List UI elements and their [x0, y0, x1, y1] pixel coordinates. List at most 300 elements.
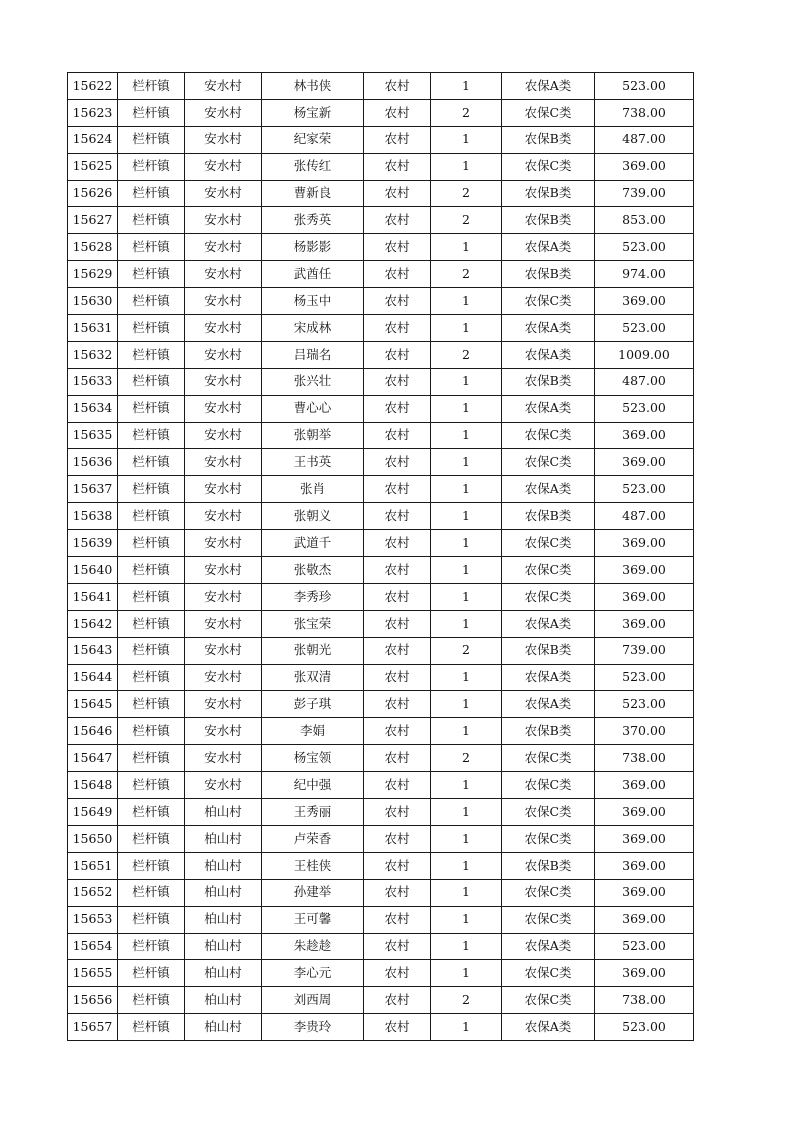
name-cell: 李贵玲 — [262, 1014, 364, 1041]
table-row — [68, 341, 694, 368]
person-count-cell: 1 — [431, 610, 502, 637]
person-count-cell: 1 — [431, 960, 502, 987]
amount-cell: 369.00 — [595, 422, 694, 449]
village-cell: 安水村 — [185, 99, 262, 126]
name-cell: 张兴壮 — [262, 368, 364, 395]
name-cell: 孙建举 — [262, 879, 364, 906]
name-cell: 张敬杰 — [262, 557, 364, 584]
village-cell: 柏山村 — [185, 879, 262, 906]
table-row — [68, 99, 694, 126]
village-cell: 安水村 — [185, 664, 262, 691]
serial-cell: 15655 — [68, 960, 118, 987]
person-count-cell: 1 — [431, 718, 502, 745]
category-cell: 农保C类 — [502, 745, 595, 772]
household-type-cell: 农村 — [364, 288, 431, 315]
serial-cell: 15640 — [68, 557, 118, 584]
name-cell: 刘西周 — [262, 987, 364, 1014]
town-cell: 栏杆镇 — [118, 422, 185, 449]
person-count-cell: 1 — [431, 583, 502, 610]
village-cell: 安水村 — [185, 180, 262, 207]
table-row — [68, 637, 694, 664]
household-type-cell: 农村 — [364, 368, 431, 395]
serial-cell: 15653 — [68, 906, 118, 933]
amount-cell: 1009.00 — [595, 341, 694, 368]
name-cell: 王桂侠 — [262, 852, 364, 879]
table-row — [68, 368, 694, 395]
person-count-cell: 1 — [431, 368, 502, 395]
household-type-cell: 农村 — [364, 395, 431, 422]
person-count-cell: 1 — [431, 422, 502, 449]
category-cell: 农保C类 — [502, 960, 595, 987]
person-count-cell: 1 — [431, 503, 502, 530]
village-cell: 安水村 — [185, 261, 262, 288]
town-cell: 栏杆镇 — [118, 933, 185, 960]
serial-cell: 15633 — [68, 368, 118, 395]
name-cell: 王可馨 — [262, 906, 364, 933]
serial-cell: 15642 — [68, 610, 118, 637]
household-type-cell: 农村 — [364, 341, 431, 368]
person-count-cell: 1 — [431, 449, 502, 476]
category-cell: 农保B类 — [502, 368, 595, 395]
name-cell: 张肖 — [262, 476, 364, 503]
household-type-cell: 农村 — [364, 180, 431, 207]
serial-cell: 15651 — [68, 852, 118, 879]
category-cell: 农保C类 — [502, 772, 595, 799]
name-cell: 林书侠 — [262, 73, 364, 100]
amount-cell: 369.00 — [595, 530, 694, 557]
amount-cell: 370.00 — [595, 718, 694, 745]
amount-cell: 523.00 — [595, 315, 694, 342]
name-cell: 吕瑞名 — [262, 341, 364, 368]
amount-cell: 523.00 — [595, 73, 694, 100]
amount-cell: 739.00 — [595, 180, 694, 207]
town-cell: 栏杆镇 — [118, 987, 185, 1014]
serial-cell: 15643 — [68, 637, 118, 664]
serial-cell: 15652 — [68, 879, 118, 906]
household-type-cell: 农村 — [364, 852, 431, 879]
town-cell: 栏杆镇 — [118, 180, 185, 207]
village-cell: 安水村 — [185, 557, 262, 584]
table-row — [68, 610, 694, 637]
amount-cell: 369.00 — [595, 153, 694, 180]
category-cell: 农保B类 — [502, 180, 595, 207]
town-cell: 栏杆镇 — [118, 799, 185, 826]
amount-cell: 738.00 — [595, 99, 694, 126]
person-count-cell: 1 — [431, 73, 502, 100]
name-cell: 王书英 — [262, 449, 364, 476]
category-cell: 农保C类 — [502, 99, 595, 126]
table-row — [68, 261, 694, 288]
village-cell: 安水村 — [185, 368, 262, 395]
village-cell: 柏山村 — [185, 1014, 262, 1041]
name-cell: 张双清 — [262, 664, 364, 691]
amount-cell: 369.00 — [595, 879, 694, 906]
serial-cell: 15625 — [68, 153, 118, 180]
name-cell: 张朝义 — [262, 503, 364, 530]
name-cell: 杨宝领 — [262, 745, 364, 772]
amount-cell: 523.00 — [595, 395, 694, 422]
village-cell: 安水村 — [185, 476, 262, 503]
category-cell: 农保C类 — [502, 530, 595, 557]
category-cell: 农保A类 — [502, 341, 595, 368]
serial-cell: 15644 — [68, 664, 118, 691]
category-cell: 农保C类 — [502, 906, 595, 933]
serial-cell: 15634 — [68, 395, 118, 422]
town-cell: 栏杆镇 — [118, 664, 185, 691]
village-cell: 安水村 — [185, 503, 262, 530]
category-cell: 农保A类 — [502, 73, 595, 100]
serial-cell: 15626 — [68, 180, 118, 207]
person-count-cell: 2 — [431, 99, 502, 126]
category-cell: 农保C类 — [502, 583, 595, 610]
amount-cell: 487.00 — [595, 126, 694, 153]
table-row — [68, 449, 694, 476]
town-cell: 栏杆镇 — [118, 368, 185, 395]
town-cell: 栏杆镇 — [118, 395, 185, 422]
person-count-cell: 1 — [431, 153, 502, 180]
table-row — [68, 879, 694, 906]
table-row — [68, 799, 694, 826]
category-cell: 农保A类 — [502, 933, 595, 960]
name-cell: 武酋任 — [262, 261, 364, 288]
category-cell: 农保B类 — [502, 852, 595, 879]
name-cell: 曹新良 — [262, 180, 364, 207]
town-cell: 栏杆镇 — [118, 772, 185, 799]
table-row — [68, 126, 694, 153]
name-cell: 张传红 — [262, 153, 364, 180]
table-row — [68, 73, 694, 100]
household-type-cell: 农村 — [364, 718, 431, 745]
household-type-cell: 农村 — [364, 879, 431, 906]
amount-cell: 369.00 — [595, 772, 694, 799]
serial-cell: 15622 — [68, 73, 118, 100]
category-cell: 农保A类 — [502, 610, 595, 637]
town-cell: 栏杆镇 — [118, 960, 185, 987]
category-cell: 农保A类 — [502, 315, 595, 342]
village-cell: 柏山村 — [185, 852, 262, 879]
village-cell: 安水村 — [185, 341, 262, 368]
household-type-cell: 农村 — [364, 73, 431, 100]
table-row — [68, 422, 694, 449]
amount-cell: 523.00 — [595, 1014, 694, 1041]
amount-cell: 369.00 — [595, 288, 694, 315]
table-row — [68, 745, 694, 772]
village-cell: 安水村 — [185, 73, 262, 100]
household-type-cell: 农村 — [364, 799, 431, 826]
household-type-cell: 农村 — [364, 449, 431, 476]
category-cell: 农保C类 — [502, 879, 595, 906]
village-cell: 安水村 — [185, 234, 262, 261]
person-count-cell: 1 — [431, 315, 502, 342]
person-count-cell: 1 — [431, 799, 502, 826]
household-type-cell: 农村 — [364, 207, 431, 234]
serial-cell: 15656 — [68, 987, 118, 1014]
household-type-cell: 农村 — [364, 503, 431, 530]
town-cell: 栏杆镇 — [118, 288, 185, 315]
amount-cell: 974.00 — [595, 261, 694, 288]
table-row — [68, 503, 694, 530]
village-cell: 安水村 — [185, 153, 262, 180]
household-type-cell: 农村 — [364, 610, 431, 637]
amount-cell: 369.00 — [595, 906, 694, 933]
serial-cell: 15654 — [68, 933, 118, 960]
table-row — [68, 234, 694, 261]
household-type-cell: 农村 — [364, 933, 431, 960]
category-cell: 农保B类 — [502, 126, 595, 153]
serial-cell: 15638 — [68, 503, 118, 530]
serial-cell: 15648 — [68, 772, 118, 799]
serial-cell: 15631 — [68, 315, 118, 342]
village-cell: 安水村 — [185, 583, 262, 610]
serial-cell: 15636 — [68, 449, 118, 476]
household-type-cell: 农村 — [364, 530, 431, 557]
category-cell: 农保B类 — [502, 207, 595, 234]
serial-cell: 15647 — [68, 745, 118, 772]
village-cell: 柏山村 — [185, 906, 262, 933]
town-cell: 栏杆镇 — [118, 503, 185, 530]
category-cell: 农保B类 — [502, 261, 595, 288]
town-cell: 栏杆镇 — [118, 583, 185, 610]
household-type-cell: 农村 — [364, 422, 431, 449]
household-type-cell: 农村 — [364, 476, 431, 503]
category-cell: 农保B类 — [502, 503, 595, 530]
serial-cell: 15630 — [68, 288, 118, 315]
amount-cell: 523.00 — [595, 664, 694, 691]
amount-cell: 369.00 — [595, 583, 694, 610]
village-cell: 安水村 — [185, 449, 262, 476]
person-count-cell: 2 — [431, 745, 502, 772]
name-cell: 宋成林 — [262, 315, 364, 342]
category-cell: 农保A类 — [502, 395, 595, 422]
table-row — [68, 772, 694, 799]
category-cell: 农保C类 — [502, 288, 595, 315]
category-cell: 农保C类 — [502, 153, 595, 180]
town-cell: 栏杆镇 — [118, 73, 185, 100]
village-cell: 安水村 — [185, 126, 262, 153]
village-cell: 安水村 — [185, 395, 262, 422]
household-type-cell: 农村 — [364, 99, 431, 126]
village-cell: 安水村 — [185, 315, 262, 342]
town-cell: 栏杆镇 — [118, 879, 185, 906]
table-body — [68, 73, 694, 1041]
amount-cell: 523.00 — [595, 933, 694, 960]
category-cell: 农保A类 — [502, 1014, 595, 1041]
table-row — [68, 1014, 694, 1041]
person-count-cell: 1 — [431, 1014, 502, 1041]
name-cell: 张朝光 — [262, 637, 364, 664]
household-type-cell: 农村 — [364, 153, 431, 180]
town-cell: 栏杆镇 — [118, 207, 185, 234]
table-row — [68, 315, 694, 342]
amount-cell: 523.00 — [595, 234, 694, 261]
village-cell: 安水村 — [185, 288, 262, 315]
category-cell: 农保C类 — [502, 557, 595, 584]
serial-cell: 15650 — [68, 825, 118, 852]
table-row — [68, 825, 694, 852]
name-cell: 武道千 — [262, 530, 364, 557]
amount-cell: 369.00 — [595, 557, 694, 584]
amount-cell: 369.00 — [595, 960, 694, 987]
name-cell: 王秀丽 — [262, 799, 364, 826]
person-count-cell: 1 — [431, 691, 502, 718]
village-cell: 安水村 — [185, 422, 262, 449]
person-count-cell: 1 — [431, 288, 502, 315]
person-count-cell: 1 — [431, 476, 502, 503]
village-cell: 柏山村 — [185, 825, 262, 852]
village-cell: 柏山村 — [185, 987, 262, 1014]
category-cell: 农保A类 — [502, 664, 595, 691]
table-row — [68, 664, 694, 691]
table-row — [68, 987, 694, 1014]
table-row — [68, 476, 694, 503]
serial-cell: 15637 — [68, 476, 118, 503]
category-cell: 农保C类 — [502, 825, 595, 852]
town-cell: 栏杆镇 — [118, 153, 185, 180]
serial-cell: 15657 — [68, 1014, 118, 1041]
town-cell: 栏杆镇 — [118, 99, 185, 126]
town-cell: 栏杆镇 — [118, 449, 185, 476]
person-count-cell: 1 — [431, 530, 502, 557]
town-cell: 栏杆镇 — [118, 341, 185, 368]
household-type-cell: 农村 — [364, 745, 431, 772]
amount-cell: 369.00 — [595, 852, 694, 879]
household-type-cell: 农村 — [364, 261, 431, 288]
village-cell: 安水村 — [185, 610, 262, 637]
household-type-cell: 农村 — [364, 1014, 431, 1041]
village-cell: 安水村 — [185, 530, 262, 557]
town-cell: 栏杆镇 — [118, 637, 185, 664]
household-type-cell: 农村 — [364, 906, 431, 933]
table-row — [68, 180, 694, 207]
person-count-cell: 2 — [431, 987, 502, 1014]
household-type-cell: 农村 — [364, 234, 431, 261]
amount-cell: 853.00 — [595, 207, 694, 234]
name-cell: 李秀珍 — [262, 583, 364, 610]
serial-cell: 15635 — [68, 422, 118, 449]
town-cell: 栏杆镇 — [118, 126, 185, 153]
household-type-cell: 农村 — [364, 987, 431, 1014]
table-row — [68, 395, 694, 422]
town-cell: 栏杆镇 — [118, 852, 185, 879]
table-row — [68, 906, 694, 933]
name-cell: 曹心心 — [262, 395, 364, 422]
amount-cell: 487.00 — [595, 368, 694, 395]
category-cell: 农保C类 — [502, 422, 595, 449]
village-cell: 安水村 — [185, 745, 262, 772]
household-type-cell: 农村 — [364, 557, 431, 584]
serial-cell: 15629 — [68, 261, 118, 288]
name-cell: 杨宝新 — [262, 99, 364, 126]
name-cell: 张朝举 — [262, 422, 364, 449]
household-type-cell: 农村 — [364, 583, 431, 610]
table-row — [68, 691, 694, 718]
person-count-cell: 2 — [431, 637, 502, 664]
village-cell: 柏山村 — [185, 799, 262, 826]
category-cell: 农保A类 — [502, 691, 595, 718]
person-count-cell: 2 — [431, 261, 502, 288]
table-row — [68, 852, 694, 879]
household-type-cell: 农村 — [364, 637, 431, 664]
category-cell: 农保C类 — [502, 799, 595, 826]
town-cell: 栏杆镇 — [118, 261, 185, 288]
town-cell: 栏杆镇 — [118, 557, 185, 584]
town-cell: 栏杆镇 — [118, 315, 185, 342]
village-cell: 安水村 — [185, 637, 262, 664]
benefit-table — [67, 72, 694, 1041]
category-cell: 农保A类 — [502, 476, 595, 503]
name-cell: 纪家荣 — [262, 126, 364, 153]
town-cell: 栏杆镇 — [118, 906, 185, 933]
amount-cell: 487.00 — [595, 503, 694, 530]
serial-cell: 15627 — [68, 207, 118, 234]
person-count-cell: 1 — [431, 126, 502, 153]
village-cell: 安水村 — [185, 772, 262, 799]
household-type-cell: 农村 — [364, 315, 431, 342]
person-count-cell: 1 — [431, 906, 502, 933]
village-cell: 安水村 — [185, 691, 262, 718]
category-cell: 农保C类 — [502, 987, 595, 1014]
person-count-cell: 1 — [431, 557, 502, 584]
serial-cell: 15639 — [68, 530, 118, 557]
town-cell: 栏杆镇 — [118, 610, 185, 637]
household-type-cell: 农村 — [364, 772, 431, 799]
serial-cell: 15628 — [68, 234, 118, 261]
village-cell: 安水村 — [185, 207, 262, 234]
person-count-cell: 1 — [431, 933, 502, 960]
person-count-cell: 1 — [431, 825, 502, 852]
amount-cell: 369.00 — [595, 825, 694, 852]
table-row — [68, 153, 694, 180]
household-type-cell: 农村 — [364, 664, 431, 691]
amount-cell: 739.00 — [595, 637, 694, 664]
person-count-cell: 1 — [431, 234, 502, 261]
name-cell: 李心元 — [262, 960, 364, 987]
serial-cell: 15623 — [68, 99, 118, 126]
name-cell: 朱趁趁 — [262, 933, 364, 960]
name-cell: 李娟 — [262, 718, 364, 745]
person-count-cell: 2 — [431, 341, 502, 368]
person-count-cell: 1 — [431, 852, 502, 879]
table-row — [68, 557, 694, 584]
serial-cell: 15641 — [68, 583, 118, 610]
table-row — [68, 288, 694, 315]
household-type-cell: 农村 — [364, 960, 431, 987]
table-row — [68, 960, 694, 987]
name-cell: 彭子琪 — [262, 691, 364, 718]
amount-cell: 369.00 — [595, 449, 694, 476]
town-cell: 栏杆镇 — [118, 745, 185, 772]
serial-cell: 15645 — [68, 691, 118, 718]
name-cell: 张秀英 — [262, 207, 364, 234]
town-cell: 栏杆镇 — [118, 234, 185, 261]
amount-cell: 369.00 — [595, 610, 694, 637]
person-count-cell: 2 — [431, 180, 502, 207]
serial-cell: 15632 — [68, 341, 118, 368]
person-count-cell: 1 — [431, 879, 502, 906]
category-cell: 农保B类 — [502, 637, 595, 664]
person-count-cell: 1 — [431, 772, 502, 799]
table-row — [68, 933, 694, 960]
category-cell: 农保B类 — [502, 718, 595, 745]
amount-cell: 369.00 — [595, 799, 694, 826]
person-count-cell: 1 — [431, 395, 502, 422]
name-cell: 卢荣香 — [262, 825, 364, 852]
village-cell: 安水村 — [185, 718, 262, 745]
town-cell: 栏杆镇 — [118, 530, 185, 557]
amount-cell: 523.00 — [595, 476, 694, 503]
name-cell: 纪中强 — [262, 772, 364, 799]
person-count-cell: 2 — [431, 207, 502, 234]
